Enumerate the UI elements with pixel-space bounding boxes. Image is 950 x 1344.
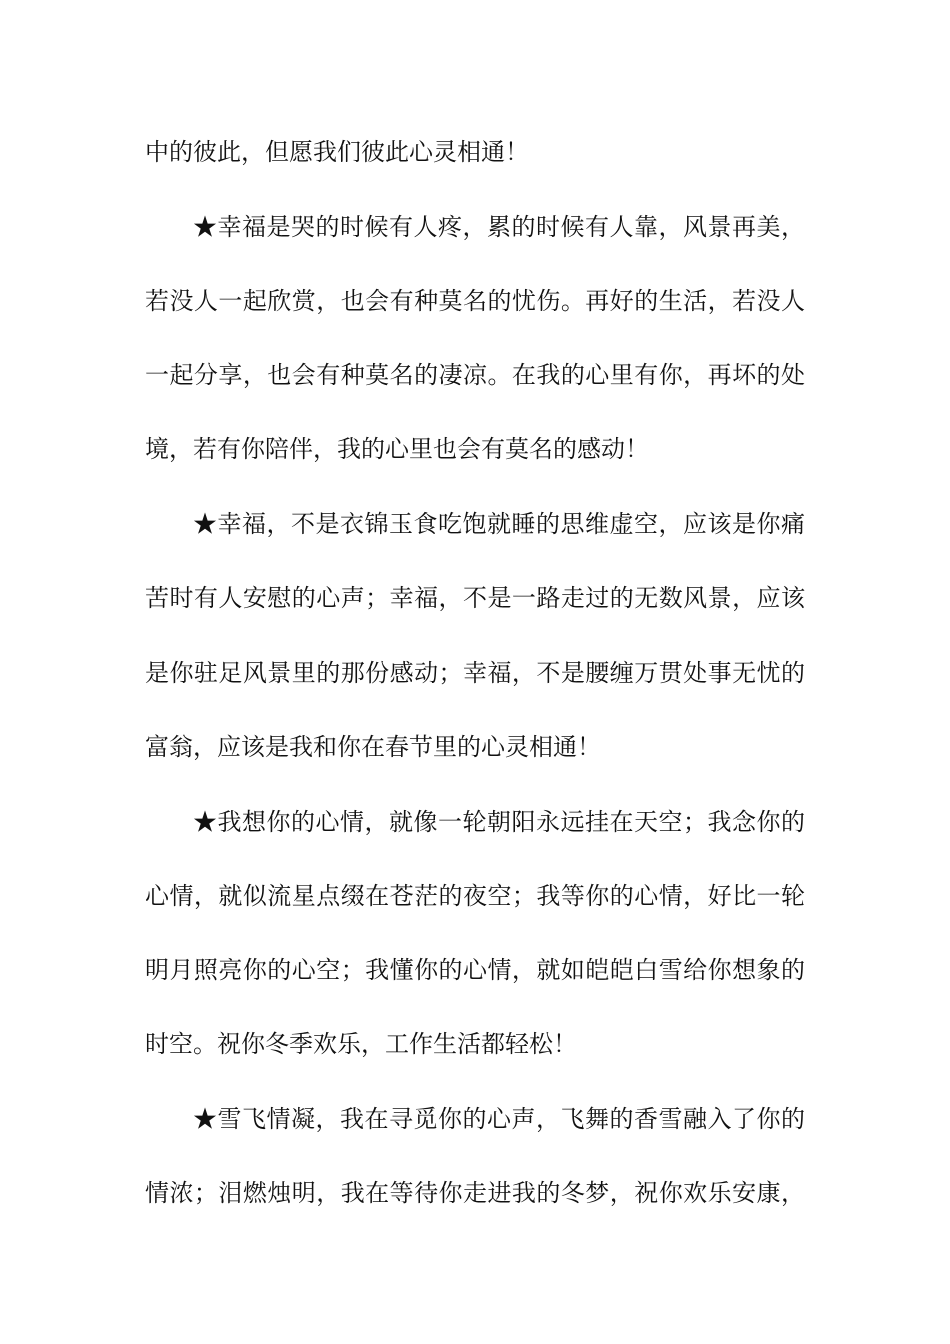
text-line-13: 时空。祝你冬季欢乐，工作生活都轻松！ <box>145 1030 577 1058</box>
text-line-10: ★我想你的心情，就像一轮朝阳永远挂在天空；我念你的 <box>193 808 805 836</box>
text-line-2: ★幸福是哭的时候有人疼，累的时候有人靠，风景再美， <box>193 213 805 241</box>
text-line-1: 中的彼此，但愿我们彼此心灵相通！ <box>145 138 529 166</box>
text-line-6: ★幸福，不是衣锦玉食吃饱就睡的思维虚空，应该是你痛 <box>193 510 805 538</box>
text-line-5: 境，若有你陪伴，我的心里也会有莫名的感动！ <box>145 435 649 463</box>
text-line-3: 若没人一起欣赏，也会有种莫名的忧伤。再好的生活，若没人 <box>145 287 805 315</box>
text-line-9: 富翁，应该是我和你在春节里的心灵相通！ <box>145 733 601 761</box>
text-line-14: ★雪飞情凝，我在寻觅你的心声，飞舞的香雪融入了你的 <box>193 1105 805 1133</box>
text-line-4: 一起分享，也会有种莫名的凄凉。在我的心里有你，再坏的处 <box>145 361 805 389</box>
text-line-15: 情浓；泪燃烛明，我在等待你走进我的冬梦，祝你欢乐安康， <box>145 1179 805 1207</box>
text-line-12: 明月照亮你的心空；我懂你的心情，就如皑皑白雪给你想象的 <box>145 956 805 984</box>
text-line-7: 苦时有人安慰的心声；幸福，不是一路走过的无数风景，应该 <box>145 584 805 612</box>
text-line-11: 心情，就似流星点缀在苍茫的夜空；我等你的心情，好比一轮 <box>145 882 805 910</box>
text-line-8: 是你驻足风景里的那份感动；幸福，不是腰缠万贯处事无忧的 <box>145 659 805 687</box>
